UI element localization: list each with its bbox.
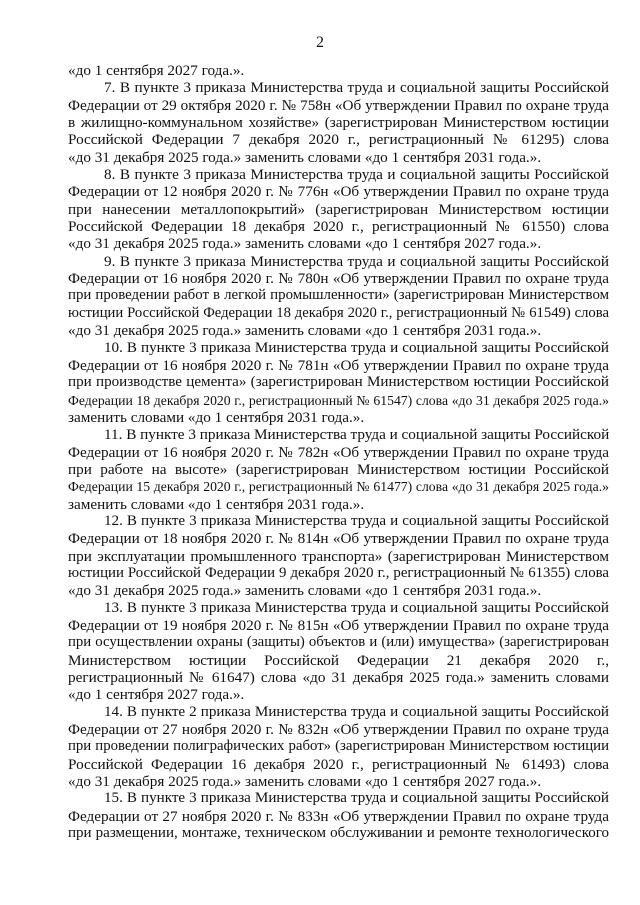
text-line: при производстве цемента» (зарегистрирован Министерством юстиции Российской	[68, 374, 609, 391]
text-line: Федерации от 27 ноября 2020 г. № 833н «Об утверждении Правил по охране труда	[68, 807, 609, 825]
paragraph	[68, 79, 609, 166]
text-line: 8. В пункте 3 приказа Министерства труда и социальной защиты Российской	[104, 166, 609, 184]
text-line: регистрационный № 61647) слова «до 31 декабря 2025 года.» заменить словами	[68, 669, 609, 687]
text-line: при проведении работ в легкой промышленности» (зарегистрирован Министерством	[68, 287, 609, 304]
text-line: 15. В пункте 3 приказа Министерства труда и социальной защиты Российской	[104, 790, 609, 807]
text-line: при работе на высоте» (зарегистрирован Министерством юстиции Российской	[68, 460, 609, 478]
text-line: заменить словами «до 1 сентября 2031 года.».	[68, 408, 365, 426]
text-line: Федерации 15 декабря 2020 г., регистрационный № 61477) слова «до 31 декабря 2025 года.»	[68, 479, 609, 495]
text-line: 13. В пункте 3 приказа Министерства труда и социальной защиты Российской	[104, 599, 609, 616]
paragraph	[68, 253, 609, 340]
text-line: 9. В пункте 3 приказа Министерства труда и социальной защиты Российской	[104, 252, 609, 270]
text-line: юстиции Российской Федерации 9 декабря 2020 г., регистрационный № 61355) слова	[68, 564, 609, 581]
text-line: Российской Федерации 16 декабря 2020 г., регистрационный № 61493) слова	[68, 755, 609, 773]
paragraph	[68, 513, 609, 600]
paragraph	[68, 790, 609, 842]
paragraph	[68, 600, 609, 704]
text-line: «до 31 декабря 2025 года.» заменить словами «до 1 сентября 2031 года.».	[68, 582, 542, 600]
text-line: «до 31 декабря 2025 года.» заменить словами «до 1 сентября 2031 года.».	[68, 148, 542, 166]
text-line: 14. В пункте 2 приказа Министерства труда и социальной защиты Российской	[104, 703, 609, 720]
text-line: при проведении полиграфических работ» (зарегистрирован Министерством юстиции	[68, 738, 609, 755]
text-line: «до 31 декабря 2025 года.» заменить словами «до 1 сентября 2027 года.».	[68, 235, 542, 253]
text-line: Федерации от 27 ноября 2020 г. № 832н «Об утверждении Правил по охране труда	[68, 721, 609, 739]
text-line: 10. В пункте 3 приказа Министерства труда и социальной защиты Российской	[104, 339, 609, 356]
text-line: «до 1 сентября 2027 года.».	[68, 686, 245, 704]
text-line: 7. В пункте 3 приказа Министерства труда и социальной защиты Российской	[104, 79, 609, 97]
text-line: «до 31 декабря 2025 года.» заменить словами «до 1 сентября 2031 года.».	[68, 322, 542, 340]
text-line: при нанесении металлопокрытий» (зарегистрирован Министерством юстиции	[68, 200, 609, 218]
paragraph	[68, 704, 609, 791]
document-body	[68, 62, 609, 842]
text-line: «до 31 декабря 2025 года.» заменить словами «до 1 сентября 2027 года.».	[68, 773, 542, 791]
text-line: «до 1 сентября 2027 года.».	[68, 62, 245, 79]
paragraph	[68, 340, 609, 427]
text-line: Российской Федерации 7 декабря 2020 г., регистрационный № 61295) слова	[68, 131, 609, 149]
text-line: заменить словами «до 1 сентября 2031 года.».	[68, 495, 365, 513]
text-line: Федерации от 12 ноября 2020 г. № 776н «Об утверждении Правил по охране труда	[68, 183, 609, 201]
text-line: Федерации от 18 ноября 2020 г. № 814н «Об утверждении Правил по охране труда	[68, 530, 609, 548]
text-line: Российской Федерации 18 декабря 2020 г., регистрационный № 61550) слова	[68, 218, 609, 236]
text-line: при осуществлении охраны (защиты) объектов и (или) имущества» (зарегистрирован	[68, 634, 609, 651]
text-line: при эксплуатации промышленного транспорта» (зарегистрирован Министерством	[68, 547, 609, 565]
text-line: Министерством юстиции Российской Федерации 21 декабря 2020 г.,	[68, 651, 609, 669]
text-line: Федерации от 29 октября 2020 г. № 758н «Об утверждении Правил по охране труда	[68, 96, 609, 114]
paragraph	[68, 166, 609, 253]
page-number: 2	[316, 34, 324, 51]
paragraph	[68, 62, 609, 79]
text-line: в жилищно-коммунальном хозяйстве» (зарегистрирован Министерством юстиции	[68, 114, 609, 132]
text-line: Федерации от 19 ноября 2020 г. № 815н «Об утверждении Правил по охране труда	[68, 617, 609, 634]
text-line: при размещении, монтаже, техническом обслуживании и ремонте технологического	[68, 825, 609, 842]
text-line: 11. В пункте 3 приказа Министерства труда и социальной защиты Российской	[104, 426, 610, 444]
text-line: 12. В пункте 3 приказа Министерства труда и социальной защиты Российской	[104, 512, 609, 529]
text-line: Федерации от 16 ноября 2020 г. № 781н «Об утверждении Правил по охране труда	[68, 356, 609, 374]
text-line: Федерации от 16 ноября 2020 г. № 780н «Об утверждении Правил по охране труда	[68, 270, 609, 288]
paragraph	[68, 426, 609, 513]
text-line: Федерации 18 декабря 2020 г., регистрационный № 61547) слова «до 31 декабря 2025 года.»	[68, 392, 609, 408]
text-line: юстиции Российской Федерации 18 декабря 2020 г., регистрационный № 61549) слова	[68, 304, 609, 321]
text-line: Федерации от 16 ноября 2020 г. № 782н «Об утверждении Правил по охране труда	[68, 443, 609, 461]
